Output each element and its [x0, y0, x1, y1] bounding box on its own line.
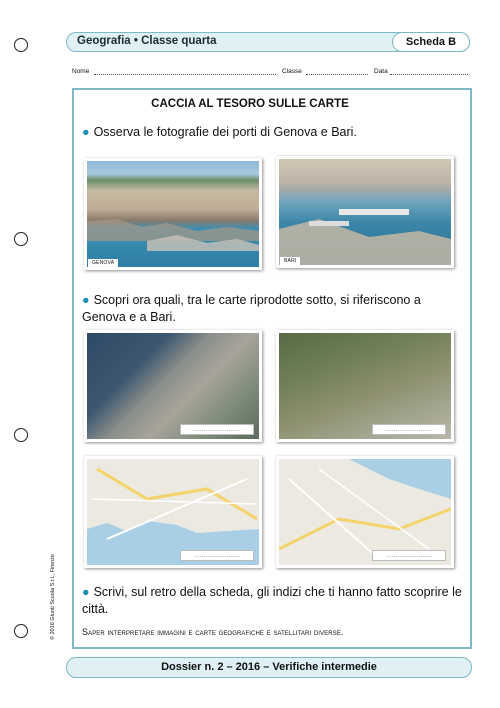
answer-blank-1[interactable]: ........................	[180, 424, 254, 435]
exercise-title: CACCIA AL TESORO SULLE CARTE	[151, 98, 349, 110]
answer-blank-4[interactable]: ........................	[372, 550, 446, 561]
satellite-map-2	[276, 330, 454, 442]
copyright-note: © 2016 Giunti Scuola S.r.l., Firenze	[50, 554, 56, 640]
bullet-icon: ●	[82, 585, 90, 599]
photo-genova	[84, 158, 262, 270]
answer-blank-3[interactable]: ........................	[180, 550, 254, 561]
skill-objective: Saper interpretare immagini e carte geografiche e satellitari diverse.	[82, 627, 344, 637]
class-label: Classe	[282, 68, 302, 75]
answer-blank-2[interactable]: ........................	[372, 424, 446, 435]
question-1: ● Osserva le fotografie dei porti di Genova e Bari.	[82, 125, 357, 139]
question-3: ● Scrivi, sul retro della scheda, gli indizi che ti hanno fatto scoprire le città.	[82, 585, 462, 616]
photo-bari	[276, 156, 454, 268]
date-label: Data	[374, 68, 388, 75]
binder-hole-1	[14, 38, 28, 52]
footer-band: Dossier n. 2 – 2016 – Verifiche intermedie	[66, 657, 472, 678]
photo-caption-bari: BARI	[280, 257, 300, 265]
bullet-icon: ●	[82, 293, 90, 307]
name-label: Nome	[72, 68, 90, 75]
question-2: ● Scopri ora quali, tra le carte riprodotte sotto, si riferiscono a Genova e a Bari.	[82, 293, 421, 324]
date-line[interactable]	[390, 74, 468, 75]
sheet-label: Scheda B	[392, 32, 470, 52]
road-map-2	[276, 456, 454, 568]
bullet-icon: ●	[82, 125, 90, 139]
road-map-1	[84, 456, 262, 568]
photo-caption-genova: GENOVA	[88, 259, 118, 267]
name-line[interactable]	[94, 74, 276, 75]
subject-title: Geografia • Classe quarta	[77, 35, 217, 47]
binder-hole-4	[14, 624, 28, 638]
binder-hole-3	[14, 428, 28, 442]
header-band	[66, 32, 470, 52]
class-line[interactable]	[306, 74, 368, 75]
binder-hole-2	[14, 232, 28, 246]
satellite-map-1	[84, 330, 262, 442]
